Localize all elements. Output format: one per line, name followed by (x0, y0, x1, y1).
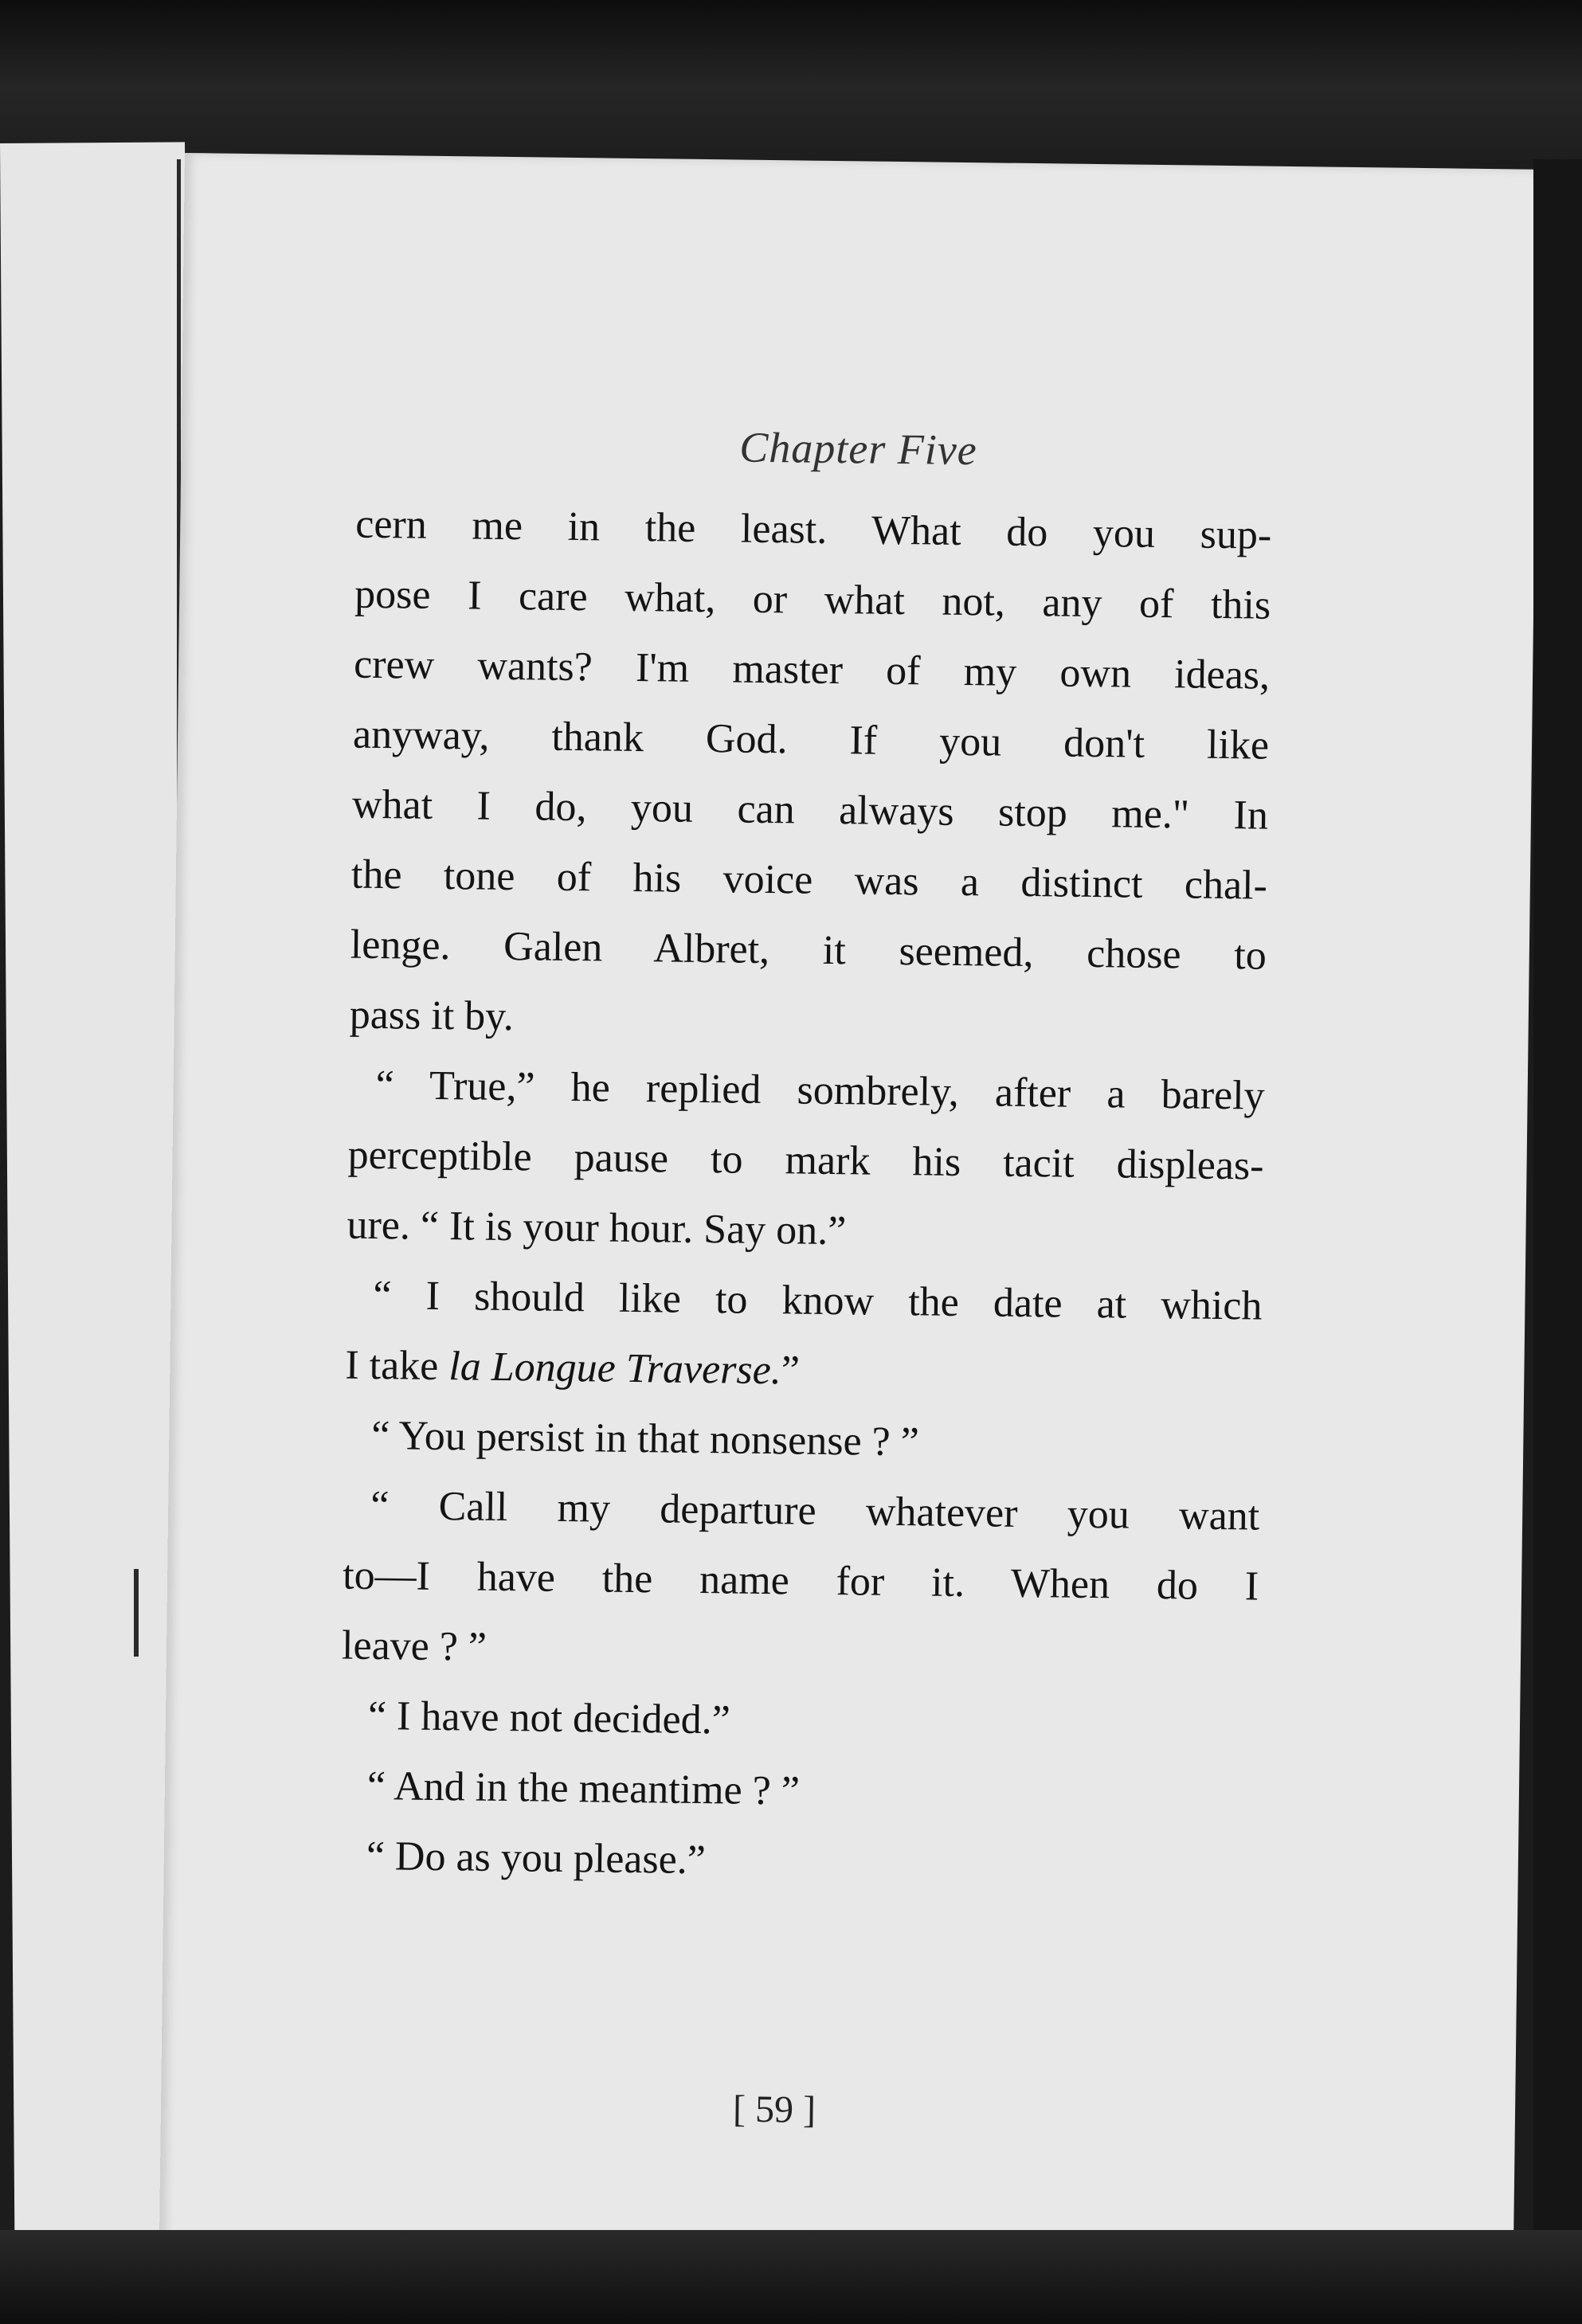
text-line: the tone of his voice was a distinct chal- (350, 851, 1268, 909)
text-line: “ I should like to know the date at which (373, 1272, 1263, 1329)
paragraph-2 (347, 1050, 1265, 1272)
paragraph-5 (342, 1471, 1260, 1692)
scan-top-border (0, 0, 1582, 159)
spine-shadow-mark (134, 1569, 139, 1657)
text-line: “ And in the meantime ? ” (366, 1763, 801, 1814)
text-line: pass it by. (349, 992, 515, 1040)
book-page (159, 153, 1539, 2276)
text-line: crew wants? I'm master of my own ideas, (353, 641, 1271, 698)
text-line: “ Do as you please.” (366, 1833, 707, 1884)
paragraph-4 (344, 1401, 1261, 1482)
text-line: anyway, thank God. If you don't like (352, 711, 1270, 769)
scan-bottom-border (0, 2230, 1582, 2324)
text-line: “ Call my departure whatever you want (370, 1482, 1260, 1540)
text-line: “ True,” he replied sombrely, after a barely (375, 1062, 1265, 1119)
paragraph-7 (339, 1751, 1256, 1833)
text-line: to—I have the name for it. When do I (342, 1552, 1259, 1610)
text-line: cern me in the least. What do you sup- (354, 501, 1272, 558)
text-fragment: I take (345, 1342, 449, 1390)
text-line: leave ? ” (341, 1622, 488, 1670)
italic-phrase: la Longue Traverse. (448, 1344, 782, 1394)
text-fragment: ” (781, 1348, 801, 1394)
running-head: Chapter Five (738, 423, 978, 475)
text-line: “ You persist in that nonsense ? ” (370, 1412, 920, 1465)
scan-right-border (1533, 159, 1582, 2246)
text-line: perceptible pause to mark his tacit displeas- (347, 1132, 1264, 1189)
paragraph-6 (341, 1681, 1258, 1763)
page-number: [ 59 ] (732, 2087, 816, 2131)
text-line: pose I care what, or what not, any of this (354, 571, 1271, 628)
text-line: “ I have not decided.” (367, 1692, 731, 1743)
text-line: lenge. Galen Albret, it seemed, chose to (350, 921, 1267, 979)
paragraph-8 (339, 1821, 1255, 1903)
text-line: ure. “ It is your hour. Say on.” (347, 1202, 847, 1254)
text-line: what I do, you can always stop me." In (351, 781, 1269, 839)
paragraph-3 (345, 1261, 1263, 1412)
page-body-text (339, 490, 1271, 1903)
paragraph-1 (349, 490, 1272, 1062)
text-line (345, 1331, 1262, 1412)
